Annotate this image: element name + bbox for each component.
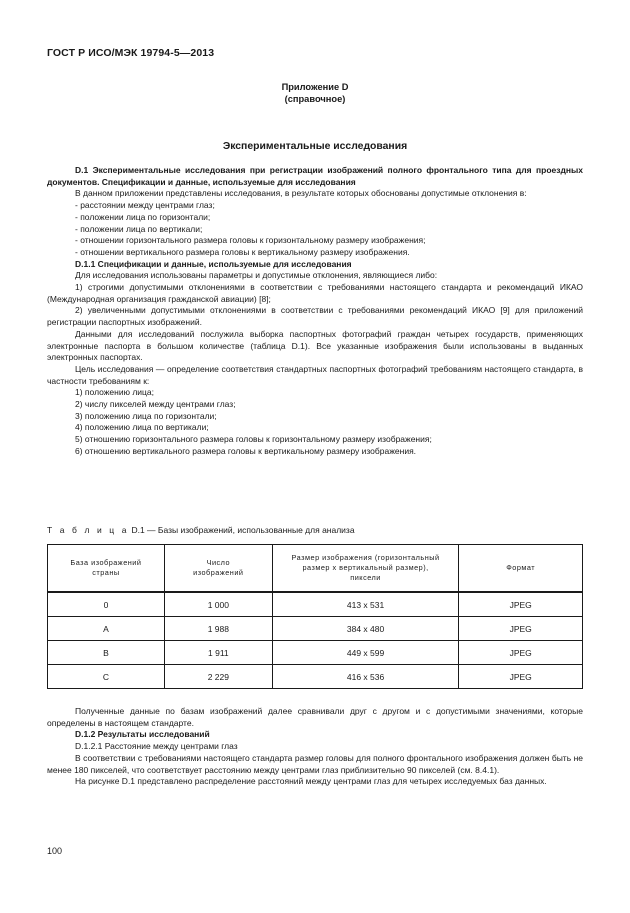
paragraph: - отношении горизонтального размера головы к горизонтальному размеру изображения; [75, 235, 426, 246]
table-cell: C [48, 665, 165, 689]
table-cell: JPEG [459, 592, 583, 617]
annex-heading [0, 81, 630, 105]
paragraph: - отношении вертикального размера головы к вертикальному размеру изображения. [75, 246, 410, 257]
paragraph: 1) положению лица; [75, 387, 155, 398]
paragraph: Для исследования использованы параметры и допустимые отклонения, являющиеся либо: [75, 270, 438, 281]
table-cell: 1 911 [164, 641, 272, 665]
annex-title: Приложение D [281, 82, 349, 92]
paragraph: D.1.1 Спецификации и данные, используемые для исследования [75, 258, 352, 269]
body-text-continued [47, 706, 583, 788]
paragraph: 1) строгими допустимыми отклонениями в соответствии с требованиями настоящего стандарта и рекомендаций ИКАО (Международная организация гражданской авиации) [8]; [47, 282, 583, 304]
table-caption-prefix: Т а б л и ц а [47, 525, 130, 535]
paragraph: D.1.2 Результаты исследований [75, 729, 210, 740]
table-caption [47, 525, 355, 535]
paragraph: 2) увеличенными допустимыми отклонениями в соответствии с требованиями рекомендаций ИКАО [9] для приложений регистрации паспортных изображений. [47, 305, 583, 328]
paragraph: D.1 Экспериментальные исследования при регистрации изображений полного фронтального типа для проездных документов. Спецификации и данные, используемые для исследования [47, 165, 583, 187]
table-caption-text: D.1 — Базы изображений, использованные для анализа [131, 525, 355, 535]
paragraph: 3) положению лица по горизонтали; [75, 410, 217, 421]
paragraph: - положении лица по вертикали; [75, 223, 203, 234]
table-cell: JPEG [459, 665, 583, 689]
page-number: 100 [47, 846, 63, 856]
paragraph: Цель исследования — определение соответствия стандартных паспортных фотографий требованиям настоящего стандарта, в частности требованиям к: [47, 363, 583, 386]
table-cell: 416 х 536 [272, 665, 459, 689]
table-header-cell: Число изображений [164, 545, 272, 593]
document-header: ГОСТ Р ИСО/МЭК 19794-5—2013 [47, 47, 215, 59]
paragraph: - расстоянии между центрами глаз; [75, 200, 215, 211]
paragraph: Полученные данные по базам изображений далее сравнивали друг с другом и с допустимыми значениями, которые определены в настоящем стандарте. [47, 706, 583, 728]
section-title: Экспериментальные исследования [222, 141, 408, 152]
paragraph: D.1.2.1 Расстояние между центрами глаз [75, 741, 238, 752]
paragraph: В данном приложении представлены исследования, в результате которых обоснованы допустимые отклонения в: [75, 188, 527, 199]
table-cell: A [48, 617, 165, 641]
paragraph: 4) положению лица по вертикали; [75, 422, 209, 433]
table-header-cell: База изображений страны [48, 545, 165, 593]
table-cell: 413 х 531 [272, 592, 459, 617]
paragraph: В соответствии с требованиями настоящего стандарта размер головы для полного фронтального изображения должен быть не менее 180 пикселей, что соответствует расстоянию между центрами глаз приблизительно 90 пикселей (см. 8.4.1). [47, 752, 583, 775]
table-cell: 0 [48, 592, 165, 617]
paragraph: - положении лица по горизонтали; [75, 211, 211, 222]
table-header-cell: Формат [459, 545, 583, 593]
table-row [48, 592, 583, 617]
table-header-row [48, 545, 583, 593]
table-row [48, 617, 583, 641]
paragraph: На рисунке D.1 представлено распределение расстояний между центрами глаз для четырех исследуемых баз данных. [75, 776, 547, 787]
table-cell: JPEG [459, 617, 583, 641]
table-row [48, 641, 583, 665]
paragraph: 2) числу пикселей между центрами глаз; [75, 399, 236, 410]
table-header-cell: Размер изображения (горизонтальный размер х вертикальный размер), пиксели [272, 545, 459, 593]
image-database-table [47, 544, 583, 689]
body-text [47, 165, 583, 458]
paragraph: 5) отношению горизонтального размера головы к горизонтальному размеру изображения; [75, 434, 432, 445]
paragraph: 6) отношению вертикального размера головы к вертикальному размеру изображения. [75, 445, 417, 456]
table-cell: JPEG [459, 641, 583, 665]
table-cell: B [48, 641, 165, 665]
annex-subtitle: (справочное) [284, 94, 346, 104]
table-row [48, 665, 583, 689]
table-cell: 384 х 480 [272, 617, 459, 641]
table-cell: 1 988 [164, 617, 272, 641]
paragraph: Данными для исследований послужила выборка паспортных фотографий граждан четырех государств, применяющих электронные паспорта в большом количестве (таблица D.1). Все указанные изображения были использованы в выданных электронных паспортах. [47, 328, 583, 363]
table-cell: 2 229 [164, 665, 272, 689]
table-cell: 1 000 [164, 592, 272, 617]
table-cell: 449 х 599 [272, 641, 459, 665]
